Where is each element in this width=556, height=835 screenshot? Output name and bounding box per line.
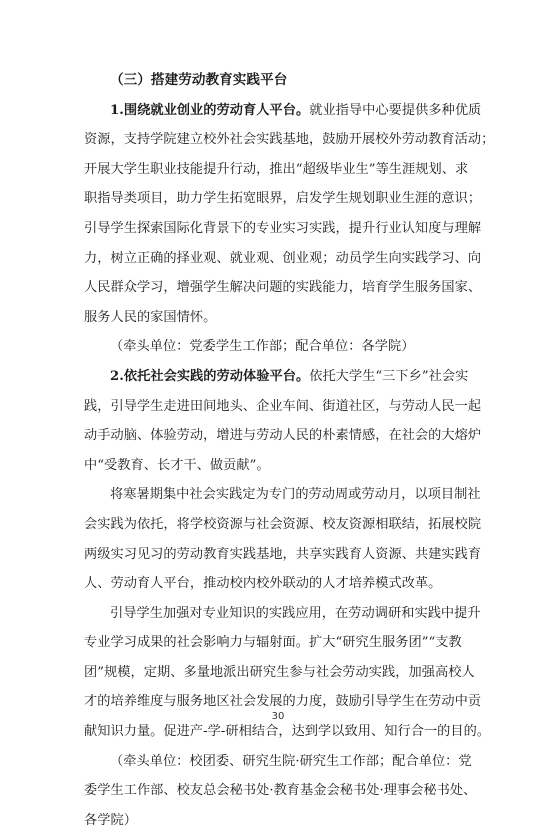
final-responsible-units-line: 各学院） xyxy=(84,812,137,828)
final-responsible-units-line: 委学生工作部、校友总会秘书处·教育基金会秘书处·理事会秘书处、 xyxy=(84,783,477,799)
item1-line: 开展大学生职业技能提升行动，推出“超级毕业生”等生涯规划、求 xyxy=(84,161,469,177)
summer-paragraph-line: 两级实习见习的劳动教育实践基地，共享实践育人资源、共建实践育 xyxy=(84,546,482,562)
item2-line: 践，引导学生走进田间地头、企业车间、街道社区，与劳动人民一起 xyxy=(84,398,482,414)
summer-paragraph-line: 会实践为依托，将学校资源与社会资源、校友资源相联结，拓展校院 xyxy=(84,516,482,532)
summer-paragraph-line: 将寒暑期集中社会实践定为专门的劳动周或劳动月，以项目制社 xyxy=(110,487,481,503)
item2-title: 2.依托社会实践的劳动体验平台。 xyxy=(110,368,310,384)
guide-paragraph-line: 才的培养维度与服务地区社会发展的力度，鼓励引导学生在劳动中贡 xyxy=(84,694,482,710)
final-responsible-units: （牵头单位：校团委、研究生院·研究生工作部；配合单位：党 xyxy=(110,753,472,769)
guide-paragraph-line: 专业学习成果的社会影响力与辐射面。扩大“研究生服务团”“支教 xyxy=(84,635,462,651)
item2-line: 动手动脑、体验劳动，增进与劳动人民的朴素情感，在社会的大熔炉 xyxy=(84,428,482,444)
item1-first-line xyxy=(84,96,482,126)
item1-line: 就业指导中心要提供多种优质 xyxy=(309,102,482,118)
guide-paragraph-line: 引导学生加强对专业知识的实践应用，在劳动调研和实践中提升 xyxy=(110,605,481,621)
item2-first-line xyxy=(84,362,474,392)
section-heading: （三）搭建劳动教育实践平台 xyxy=(110,72,288,88)
item2-line: 中“受教育、长才干、做贡献”。 xyxy=(84,457,270,473)
item1-line: 人民群众学习，增强学生解决问题的实践能力，培育学生服务国家、 xyxy=(84,280,482,296)
guide-paragraph-line: 献知识力量。促进产-学-研相结合，达到学以致用、知行合一的目的。 xyxy=(84,724,491,740)
item1-title: 1.围绕就业创业的劳动育人平台。 xyxy=(110,102,310,118)
item1-line: 职指导类项目，助力学生拓宽眼界，启发学生规划职业生涯的意识； xyxy=(84,191,482,207)
summer-paragraph-line: 人、劳动育人平台，推动校内校外联动的人才培养模式改革。 xyxy=(84,576,442,592)
guide-paragraph-line: 团”规模，定期、多量地派出研究生参与社会劳动实践，加强高校人 xyxy=(84,664,475,680)
item1-line: 力，树立正确的择业观、就业观、创业观；动员学生向实践学习、向 xyxy=(84,250,482,266)
page-number: 30 xyxy=(271,711,285,722)
item1-line: 引导学生探索国际化背景下的专业实习实践，提升行业认知度与理解 xyxy=(84,220,482,236)
item2-line: 依托大学生“三下乡”社会实 xyxy=(309,368,469,384)
item1-line: 服务人民的家国情怀。 xyxy=(84,309,217,325)
item1-line: 资源，支持学院建立校外社会实践基地，鼓励开展校外劳动教育活动； xyxy=(84,132,495,148)
item1-responsible-units: （牵头单位：党委学生工作部；配合单位：各学院） xyxy=(110,339,415,355)
